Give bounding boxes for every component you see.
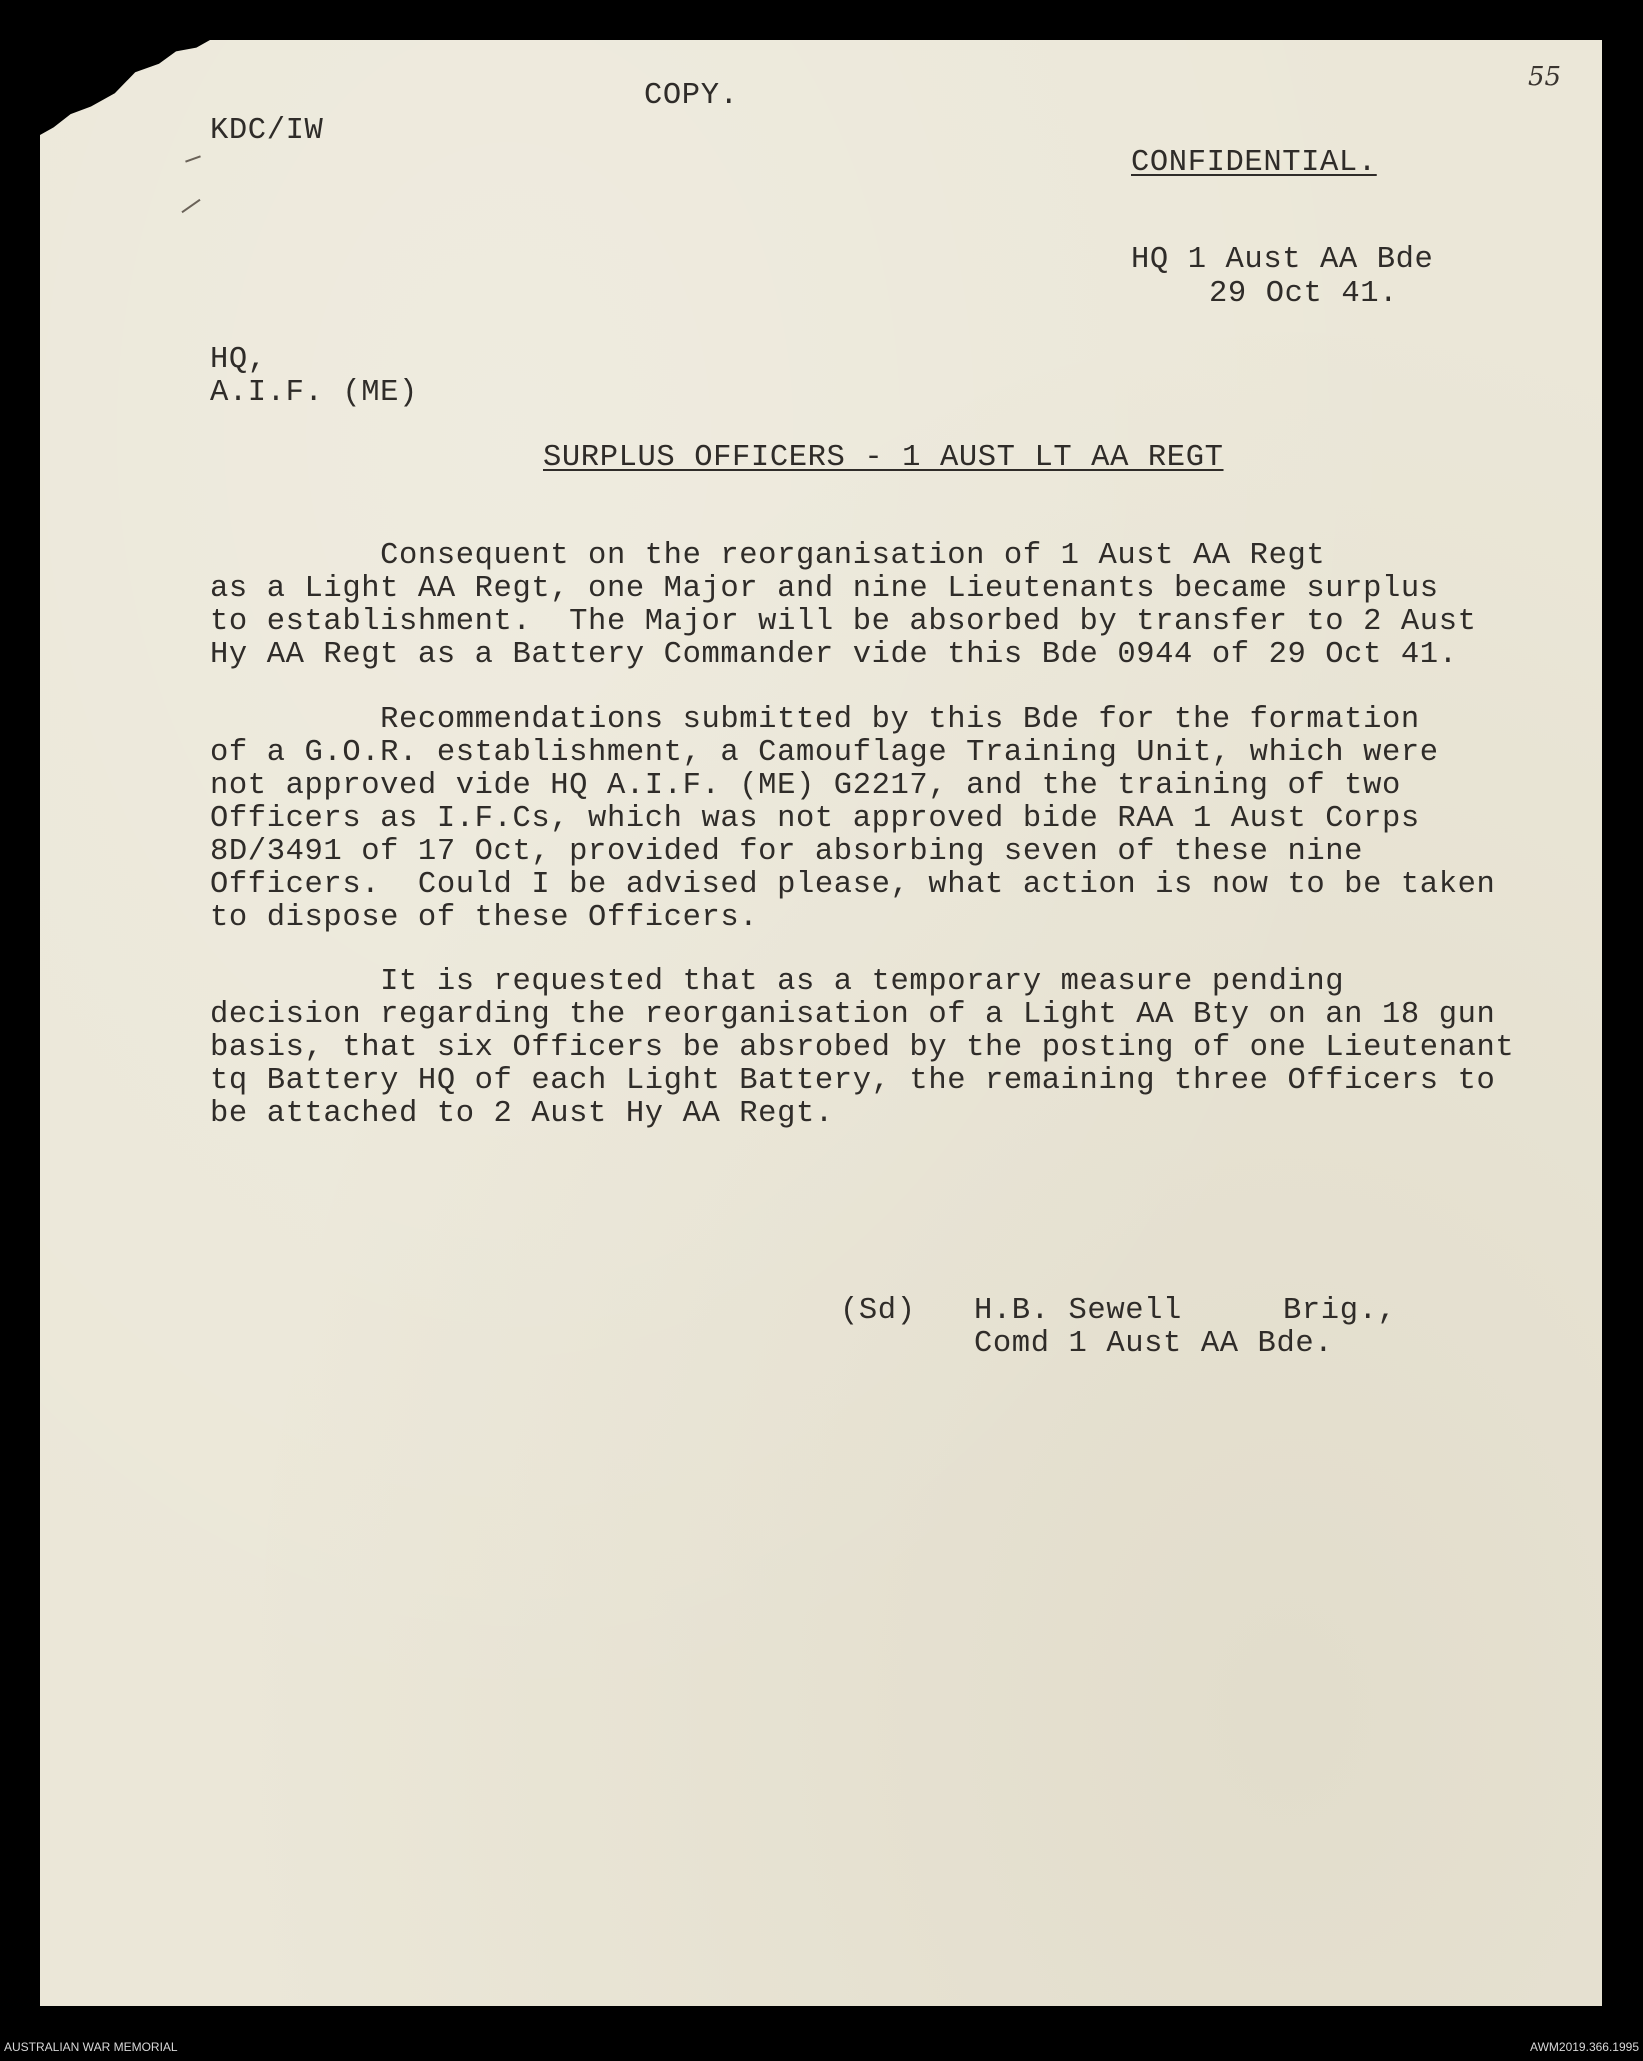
sender-unit: HQ 1 Aust AA Bde [1131,243,1434,277]
classification-label: CONFIDENTIAL. [1131,146,1377,180]
paragraph-line: tq Battery HQ of each Light Battery, the remaining three Officers to [210,1064,1496,1098]
paragraph-line: Consequent on the reorganisation of 1 Aust AA Regt [210,539,1326,573]
signed-marker: (Sd) [840,1294,916,1328]
reference-code: KDC/IW [210,114,324,148]
subject-heading: SURPLUS OFFICERS - 1 AUST LT AA REGT [543,441,1224,475]
paragraph-line: It is requested that as a temporary measure pending [210,965,1345,999]
paragraph-line: to dispose of these Officers. [210,901,759,935]
paragraph-line: 8D/3491 of 17 Oct, provided for absorbing seven of these nine [210,835,1364,869]
footer-institution: AUSTRALIAN WAR MEMORIAL [4,2040,178,2054]
paragraph-line: of a G.O.R. establishment, a Camouflage Training Unit, which were [210,736,1439,770]
paragraph-line: decision regarding the reorganisation of a Light AA Bty on an 18 gun [210,998,1496,1032]
paragraph-line: to establishment. The Major will be absorbed by transfer to 2 Aust [210,605,1477,639]
signatory-rank: Brig., [1283,1294,1397,1328]
copy-label: COPY. [644,79,739,113]
addressee-line-1: HQ, [210,343,267,377]
paragraph-line: Hy AA Regt as a Battery Commander vide this Bde 0944 of 29 Oct 41. [210,638,1458,672]
page-number-handwritten: 55 [1528,62,1562,92]
signatory-appointment: Comd 1 Aust AA Bde. [974,1327,1334,1361]
paragraph-line: Officers. Could I be advised please, what action is now to be taken [210,868,1496,902]
paragraph-line: basis, that six Officers be absrobed by the posting of one Lieutenant [210,1031,1515,1065]
addressee-line-2: A.I.F. (ME) [210,376,418,410]
paragraph-line: be attached to 2 Aust Hy AA Regt. [210,1097,834,1131]
paragraph-line: as a Light AA Regt, one Major and nine Lieutenants became surplus [210,572,1439,606]
paragraph-line: not approved vide HQ A.I.F. (ME) G2217, and the training of two [210,769,1401,803]
letter-date: 29 Oct 41. [1209,277,1399,311]
signatory-name: H.B. Sewell [974,1294,1182,1328]
footer-accession-number: AWM2019.366.1995 [1530,2040,1639,2054]
paragraph-line: Officers as I.F.Cs, which was not approved bide RAA 1 Aust Corps [210,802,1420,836]
paragraph-line: Recommendations submitted by this Bde for the formation [210,703,1420,737]
